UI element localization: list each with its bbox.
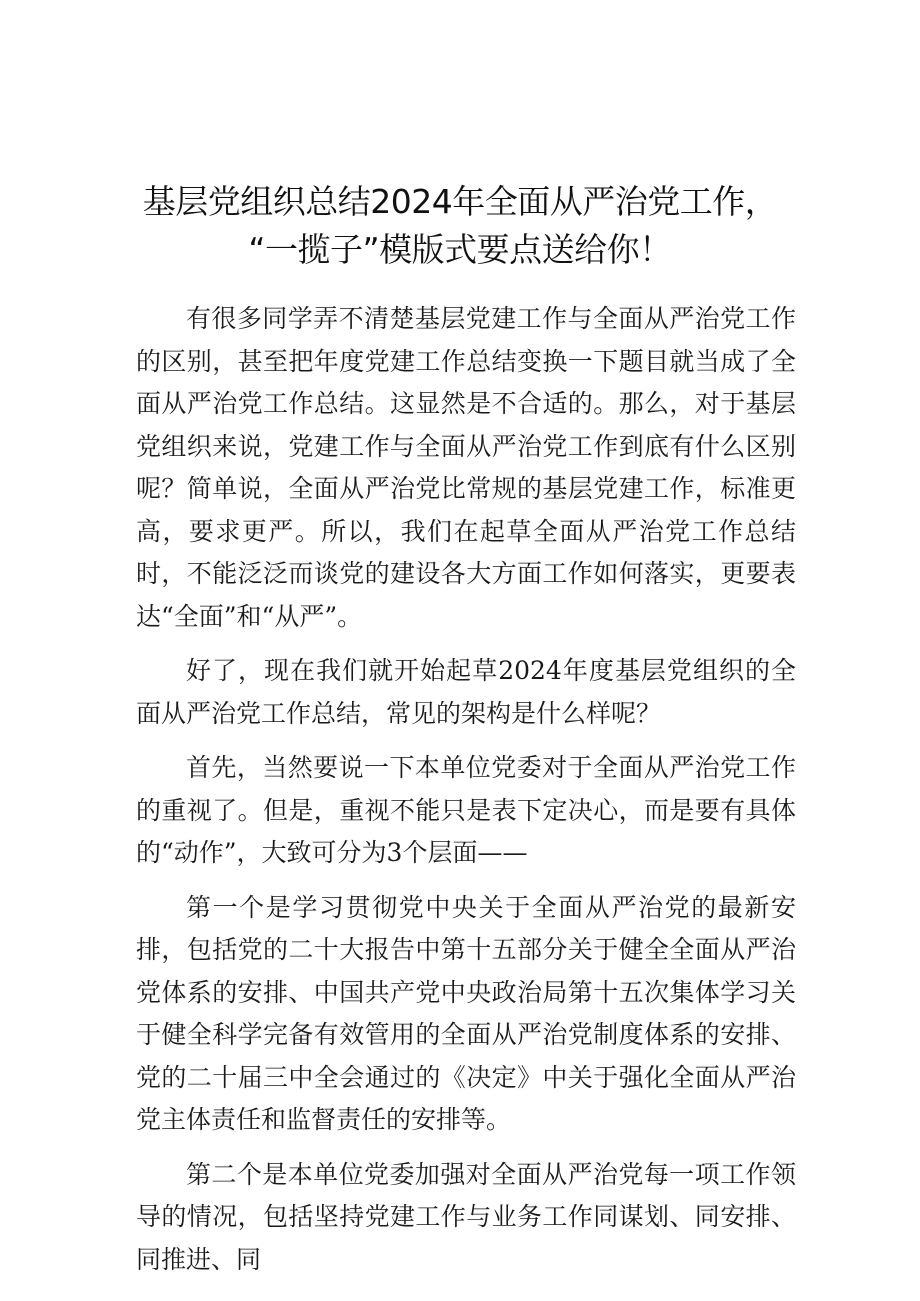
paragraph-level-two: 第二个是本单位党委加强对全面从严治党每一项工作领导的情况，包括坚持党建工作与业务工作同谋划、同安排、同推进、同 <box>136 1159 796 1274</box>
document-title <box>120 178 800 274</box>
title-line-1: 基层党组织总结2024年全面从严治党工作， <box>142 182 778 221</box>
title-line-2: “一揽子”模版式要点送给你！ <box>248 230 672 269</box>
paragraph-start-drafting: 好了，现在我们就开始起草2024年度基层党组织的全面从严治党工作总结，常见的架构是什么样呢？ <box>136 656 796 728</box>
paragraph-first-point: 首先，当然要说一下本单位党委对于全面从严治党工作的重视了。但是，重视不能只是表下定决心，而是要有具体的“动作”，大致可分为3个层面—— <box>136 753 796 867</box>
paragraph-intro: 有很多同学弄不清楚基层党建工作与全面从严治党工作的区别，甚至把年度党建工作总结变换一下题目就当成了全面从严治党工作总结。这显然是不合适的。那么，对于基层党组织来说，党建工作与全面从严治党工作到底有什么区别呢？简单说，全面从严治党比常规的基层党建工作，标准更高，要求更严。所以，我们在起草全面从严治党工作总结时，不能泛泛而谈党的建设各大方面工作如何落实，更要表达“全面”和“从严”。 <box>136 304 796 631</box>
paragraph-level-one: 第一个是学习贯彻党中央关于全面从严治党的最新安排，包括党的二十大报告中第十五部分关于健全全面从严治党体系的安排、中国共产党中央政治局第十五次集体学习关于健全科学完备有效管用的全面从严治党制度体系的安排、党的二十届三中全会通过的《决定》中关于强化全面从严治党主体责任和监督责任的安排等。 <box>136 892 796 1134</box>
document-body <box>136 298 796 1293</box>
